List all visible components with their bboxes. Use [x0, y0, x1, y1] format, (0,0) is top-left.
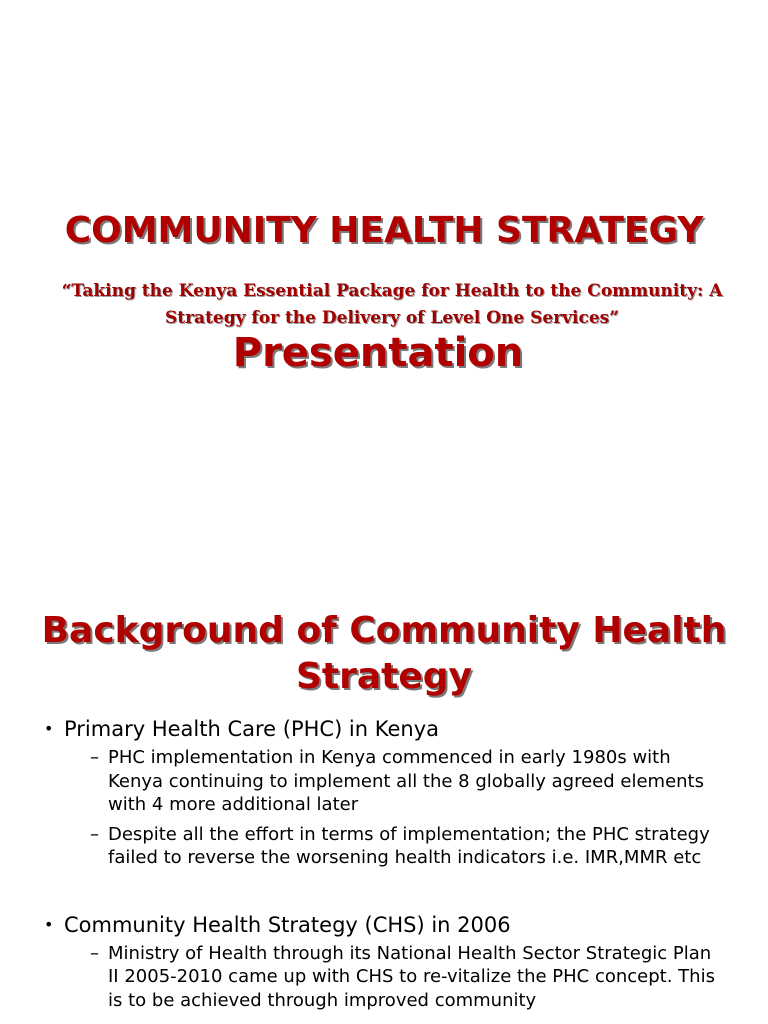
sub-bullet-item: [64, 823, 724, 870]
sub-bullet-item: [64, 746, 724, 817]
slide-subtitle: “Taking the Kenya Essential Package for Health to the Community: A Strategy for the Delivery of Level One Services”: [61, 281, 723, 328]
bullet-list: [44, 716, 724, 1018]
sub-bullet-text: Ministry of Health through its National Health Sector Strategic Plan II 2005-2010 came up with CHS to re-vitalize the PHC concept. This is to be achieved through improved community: [108, 942, 715, 1011]
sub-bullet-text: PHC implementation in Kenya commenced in early 1980s with Kenya continuing to implement all the 8 globally agreed elements with 4 more additional later: [108, 747, 704, 815]
bullet-marker: •: [44, 719, 54, 738]
sub-bullet-item: [64, 942, 724, 1013]
background-slide: [0, 576, 768, 1024]
bullet-item: [44, 716, 724, 870]
sub-bullet-list: [64, 746, 724, 870]
presentation-heading: Presentation: [232, 330, 524, 376]
bullet-item: [44, 912, 724, 1013]
sub-bullet-list: [64, 942, 724, 1013]
bullet-text: Community Health Strategy (CHS) in 2006: [64, 912, 511, 937]
spacer: [44, 876, 724, 912]
sub-bullet-marker: –: [90, 942, 99, 964]
sub-bullet-marker: –: [90, 823, 99, 845]
sub-bullet-text: Despite all the effort in terms of implementation; the PHC strategy failed to reverse the worsening health indicators i.e. IMR,MMR etc: [108, 823, 710, 868]
bullet-marker: •: [44, 914, 54, 934]
slide-title: COMMUNITY HEALTH STRATEGY: [64, 210, 704, 251]
sub-bullet-marker: –: [90, 747, 99, 768]
bullet-text: Primary Health Care (PHC) in Kenya: [64, 717, 440, 741]
slide-title: Background of Community Health Strategy: [41, 610, 727, 697]
